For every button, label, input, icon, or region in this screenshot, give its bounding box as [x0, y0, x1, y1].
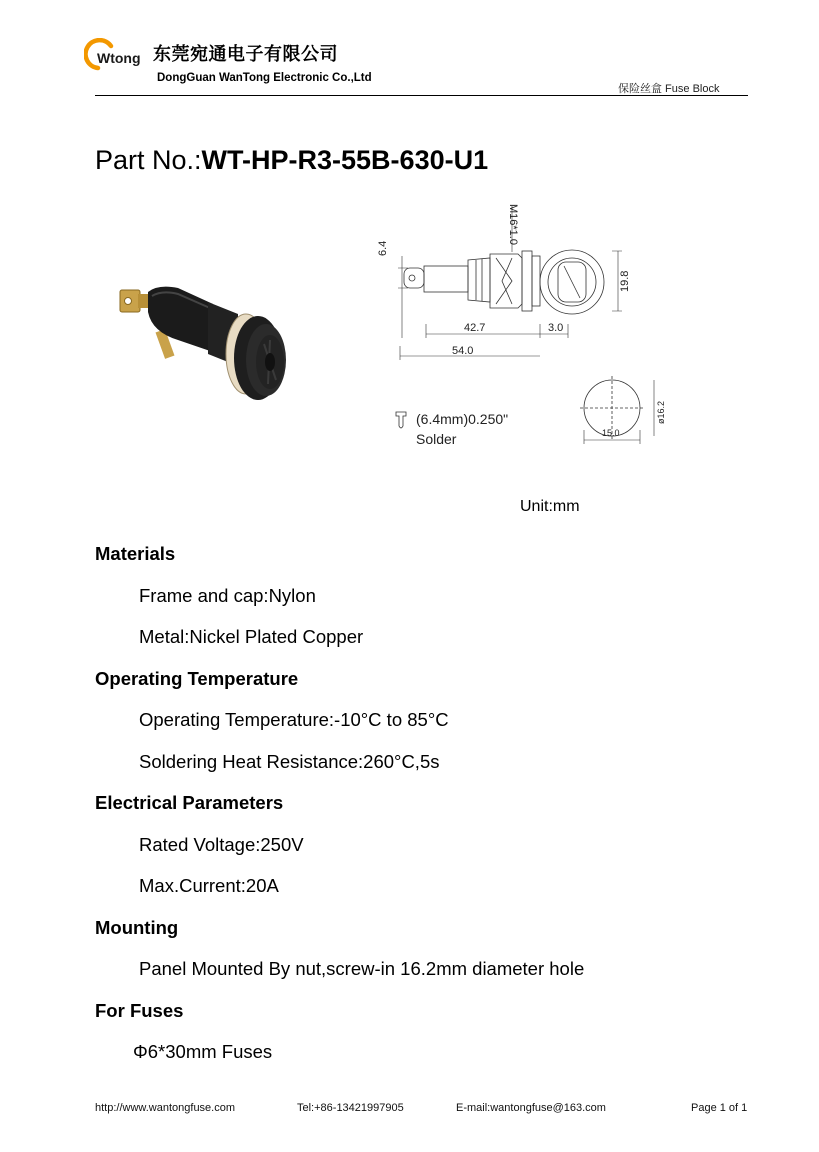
dim-diameter: 19.8	[619, 270, 631, 292]
terminal-type: Solder	[416, 431, 457, 447]
footer-website[interactable]: http://www.wantongfuse.com	[95, 1102, 236, 1114]
company-logo	[84, 38, 148, 74]
dim-hole-width: 15.0	[602, 428, 620, 438]
unit-note: Unit:mm	[520, 498, 580, 515]
dim-hole-diameter: ø16.2	[656, 400, 666, 424]
list-item: Soldering Heat Resistance:260°C,5s	[139, 751, 440, 772]
company-name-cn: 东莞宛通电子有限公司	[153, 44, 338, 65]
part-number: WT-HP-R3-55B-630-U1	[201, 145, 489, 175]
list-item: Metal:Nickel Plated Copper	[139, 626, 364, 647]
dimension-drawing	[372, 196, 672, 464]
section-heading-electrical: Electrical Parameters	[95, 792, 284, 813]
dim-thread: M16*1.0	[507, 204, 519, 245]
list-item: Rated Voltage:250V	[139, 834, 304, 855]
footer-page-number: Page 1 of 1	[691, 1102, 748, 1114]
footer-phone: Tel:+86-13421997905	[297, 1102, 404, 1114]
section-heading-temperature: Operating Temperature	[95, 668, 299, 689]
logo-text: Wtong	[97, 50, 141, 66]
dim-total: 54.0	[452, 345, 474, 357]
section-heading-mounting: Mounting	[95, 917, 179, 938]
part-prefix: Part No.:	[95, 145, 202, 175]
list-item: Frame and cap:Nylon	[139, 585, 316, 606]
dim-height: 6.4	[377, 240, 389, 256]
document-type: 保险丝盒 Fuse Block	[618, 83, 720, 95]
list-item: Φ6*30mm Fuses	[133, 1041, 273, 1062]
section-heading-materials: Materials	[95, 543, 176, 564]
list-item: Operating Temperature:-10°C to 85°C	[139, 709, 449, 730]
list-item: Panel Mounted By nut,screw-in 16.2mm diameter hole	[139, 958, 585, 979]
company-name-en: DongGuan WanTong Electronic Co.,Ltd	[157, 72, 372, 84]
dim-body: 42.7	[464, 322, 486, 334]
product-photo	[118, 282, 308, 402]
footer-email[interactable]: E-mail:wantongfuse@163.com	[456, 1102, 606, 1114]
part-number-title	[95, 145, 488, 176]
dim-flange: 3.0	[548, 322, 564, 334]
header-divider	[95, 95, 748, 96]
section-heading-fuses: For Fuses	[95, 1000, 184, 1021]
terminal-icon	[396, 412, 406, 428]
terminal-note: (6.4mm)0.250"	[416, 411, 509, 427]
list-item: Max.Current:20A	[139, 875, 279, 896]
